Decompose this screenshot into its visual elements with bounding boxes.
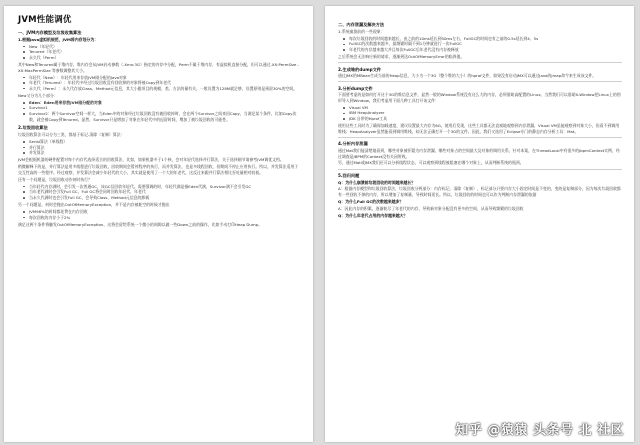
section-heading: 二、内存泄漏及解决方法 xyxy=(338,22,385,28)
list-item: 并发算法 xyxy=(29,150,301,156)
paragraph: 下面要考虑的是如何打开这个3G的堆信息文件，显然一般的Window系统没有这么大的内存，必须借助高配置的Linux。当然我们可以借助X-Window把Linux上的图形导入到Window。我们考虑用下面几种工具打开该文件： xyxy=(338,92,621,103)
bullet-list xyxy=(18,184,301,201)
paragraph: 通过JMX的MBean生成当前的Heap信息，大小为一个3G（整个堆的大小）的hprof文件，如果没有启动JMX可以通过Java的jmap命令来生成该文件。 xyxy=(338,73,597,79)
list-item: FullGC的次数越来越多，最频繁时隔不到1分钟就进行一次FullGC xyxy=(349,41,622,47)
answer: A：因此内存的积累，逐渐耗尽了年老代的内存，导致新对象分配没有更多的空间，从而导致频繁的垃圾回收 xyxy=(338,205,524,211)
paragraph: New又分为几个部分： xyxy=(18,92,58,98)
section-divider xyxy=(338,62,622,63)
paragraph: 垃圾回收算法可以分为三类，都基于标记-清除（复制）算法： xyxy=(18,132,125,138)
question: Q：为什么Full GC的次数越来越多？ xyxy=(338,198,404,204)
list-item: JVM98%的时间都花费在内存回收 xyxy=(29,209,301,215)
answer: A：根据内存模型和垃圾回收算法，垃圾回收分两部分：内存标记、清除（复制），标记部分只要内存大小固定时间是不变的，变的是复制部分，因为每次垃圾回收都有一些回收不掉的内存，所以增加了复制量，导致时间延长。所以，垃圾回收的时间也可以作为判断内存泄漏的依据 xyxy=(338,186,621,197)
list-item: 年轻代（New）：年轻代用来存放JVM刚分配的Java对象 xyxy=(29,75,301,81)
paragraph: 还有一个问题是，垃圾回收动作何时执行？ xyxy=(18,176,92,182)
bullet-list xyxy=(338,36,622,53)
bullet-list xyxy=(338,105,622,122)
section-heading: 3.分析dump文件 xyxy=(338,85,373,91)
list-item: 当年老代满时会引发Full GC，Full GC将会同时回收年轻代、年老代 xyxy=(29,189,301,195)
list-item: 永久代（Perm） xyxy=(29,55,301,61)
bullet-list xyxy=(18,139,301,156)
list-item: 当年轻代内存满时，会引发一次普通GC，该GC仅回收年轻代。需要强调的时，年轻代满是指Eden代满，Survivor满不会引发GC xyxy=(29,184,301,190)
question: Q：为什么年老代占用的内存越来越大？ xyxy=(338,212,408,218)
paragraph: 另，通过Mat或JMX我们还可以分析线程状态，可以观察到线程被阻塞在哪个对象上，从而判断系统的瓶颈。 xyxy=(338,160,524,166)
list-item: Serial算法（单线程） xyxy=(29,139,301,145)
list-item: 并行算法 xyxy=(29,145,301,151)
question: Q：为什么崩溃前垃圾回收的时间越来越长？ xyxy=(338,179,416,185)
bullet-list xyxy=(18,100,301,122)
bullet-list xyxy=(18,209,301,220)
document-page-right xyxy=(325,6,634,442)
list-item: Tenured（年老代） xyxy=(29,49,301,55)
list-item: 每次垃圾回收的时间越来越长，由之前的10ms延长到50ms左右，FullGC的时间也有之前的0.5s延长到4、5s xyxy=(349,36,622,42)
paragraph: 其中New和Tenured属于堆内存，堆内存会从JVM启动参数（-Xmx:3G）指定的内存中分配，Perm不属于堆内存，有虚拟机直接分配，但可以通过-XX:PermSize -XX:MaxPermSize 等参数调整其大小。 xyxy=(18,62,300,73)
paragraph: 满足这两个条件将触发OutOfMemoryException，这将会留给系统一个微小的间隙以做一些Down之前的操作，比如手动打印Heap Dump。 xyxy=(18,221,263,227)
watermark: 知乎 @猿猿 头条号 北 社区 xyxy=(455,423,624,438)
section-heading: 2.生成堆的dump文件 xyxy=(338,66,381,72)
paragraph: JVM会根据机器的硬件配置对每个内存代选择适合的回收算法，比如，如果机器多于1个核，会对年轻代选择并行算法，关于选择细节请参考JVM调优文档。 xyxy=(18,157,284,163)
list-item: 永久代（Perm）：永久代存放Class、Method元信息，其大小跟项目的规模、类、方法的量有关，一般设置为128M就足够，设置原则是预留30%的空间。 xyxy=(29,86,301,92)
bullet-list xyxy=(18,44,301,61)
paragraph: 通过Mat我们能清楚地看到，哪些对象被怀疑为内存泄漏，哪些对象占的空间最大及对象的调用关系。针对本案，在ThreadLocal中有很多的JbpmContext实例，经过调查是JBPM的Context没有关闭所致。 xyxy=(338,147,620,159)
bullet-list xyxy=(18,75,301,92)
section-heading: 2.垃圾回收算法 xyxy=(18,125,48,131)
list-item: Eden：Eden用来存放JVM刚分配的对象 xyxy=(29,100,301,106)
list-item: Survivor2：两个Survivor空间一样大，当Eden中的对象经过垃圾回收没有被回收掉时，会在两个Survivor之间来回Copy，当满足某个条件，比如Copy次数，就会被Copy到Tenured。显然，Survivor只是增加了对象在年轻代中的逗留时间，增加了被垃圾回收的可能性。 xyxy=(29,111,301,122)
section-divider xyxy=(338,169,622,170)
document-page-left xyxy=(4,6,313,442)
list-item: New（年轻代） xyxy=(29,44,301,50)
section-divider xyxy=(338,81,622,82)
paragraph: 使用这些工具时为了确保加载速度，建议设置最大内存为6G。使用后发现，这些工具都无法直观地观察到内存泄漏，Visual VM虽能观察到对象大小，但看不到调用堆栈；HeapAnalyzer虽然能看到调用堆栈，却无法正确打开一个3G的文件。因此，我们又选用了Eclipse专门的静态内存分析工具：Mat。 xyxy=(338,123,620,134)
subsection-heading: 1.系统崩溃前的一些现象： xyxy=(338,28,385,34)
list-item: Survivor1 xyxy=(29,105,301,111)
list-item: IBM HeapAnalyzer xyxy=(349,110,622,116)
list-item: 当永久代满时也会引发Full GC，会导致Class、Method元信息的卸载 xyxy=(29,195,301,201)
list-item: 年老代（Tenured）：年轻代中经过垃圾回收没有回收掉的对象将被Copy到年老代 xyxy=(29,80,301,86)
section-heading: 一、JVM内存模型及垃圾收集算法 xyxy=(18,30,82,35)
list-item: JDK 自带的Hprof工具 xyxy=(349,116,622,122)
list-item: 年老代的内存越来越大并且每次FullGC后年老代没有内存被释放 xyxy=(349,47,622,53)
subsection-heading: 1.根据Java虚拟机规范，JVM将内存划分为： xyxy=(18,36,99,42)
list-item: Visual VM xyxy=(349,105,622,111)
paragraph: 稍微解释下的是，并行算法是用多线程进行垃圾回收，回收期间会暂停程序的执行，而并发算法，也是多线程回收，但期间不停止应用执行。所以，并发算法适用于交互性高的一些程序。经过观察，并发算法会减少年轻代的大小，其实就是使用了一个大的年老代，这反过来跟并行算法相比吞吐量相对较低。 xyxy=(18,164,299,175)
paragraph: 之后系统会无法响应新的请求，逐渐到达OutOfMemoryError的临界值。 xyxy=(338,54,465,60)
section-heading: 4.分析内存泄漏 xyxy=(338,141,368,147)
list-item: 每次回收的内存小于2% xyxy=(29,215,301,221)
document-title: JVM性能调优 xyxy=(18,15,72,25)
section-divider xyxy=(338,137,622,138)
paragraph: 另一个问题是，何时会抛出OutOfMemoryException，并不是内存被耗空的时候才抛出 xyxy=(18,202,170,208)
section-heading: 5.回归问题 xyxy=(338,172,360,178)
